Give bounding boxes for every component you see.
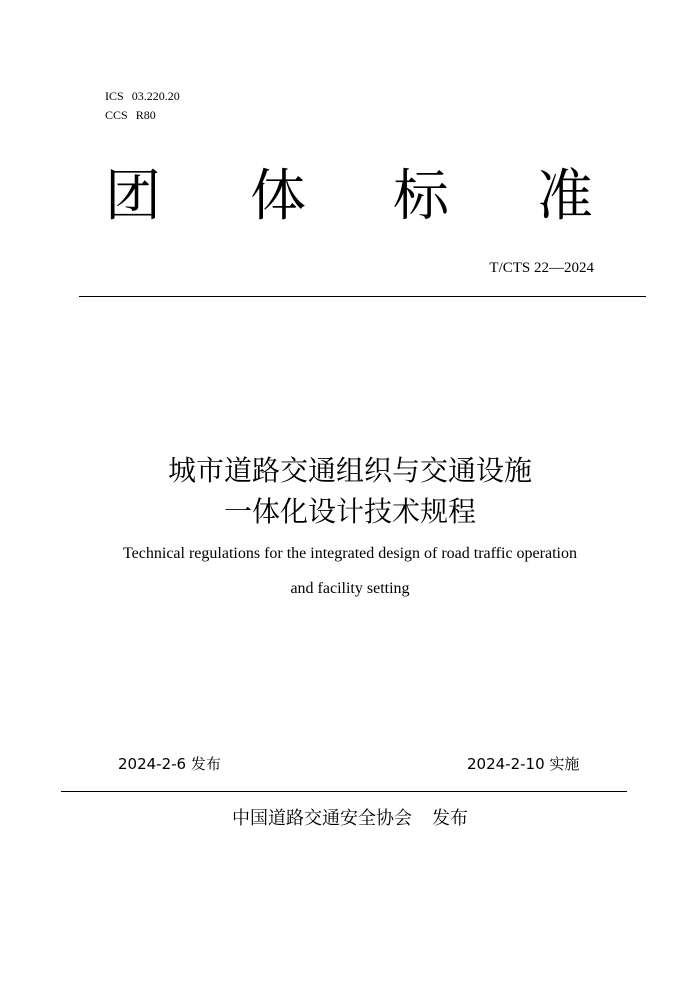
standard-number: T/CTS 22—2024 <box>489 260 594 276</box>
document-type-char-1: 团 <box>105 164 161 229</box>
top-divider <box>79 296 646 297</box>
title-en-line-2: and facility setting <box>290 580 410 597</box>
bottom-divider <box>61 791 627 792</box>
ccs-code: R80 <box>135 108 156 122</box>
document-type-char-4: 准 <box>537 164 593 229</box>
document-type-char-3: 标 <box>393 164 449 229</box>
publisher <box>0 806 700 832</box>
title-en-line-1: Technical regulations for the integrated design of road traffic operation <box>123 545 577 562</box>
issue-date: 2024-2-6 发布 <box>118 755 221 773</box>
ccs-line <box>105 106 180 125</box>
title-cn-line-2: 一体化设计技术规程 <box>223 495 476 528</box>
ics-code: 03.220.20 <box>131 89 180 103</box>
document-type-heading <box>105 162 600 232</box>
ics-label: ICS <box>105 89 124 103</box>
classification-codes <box>105 87 180 125</box>
implementation-date: 2024-2-10 实施 <box>467 755 580 773</box>
document-type-char-2: 体 <box>250 164 306 229</box>
ccs-label: CCS <box>105 108 128 122</box>
title-cn-line-1: 城市道路交通组织与交通设施 <box>167 454 532 487</box>
publisher-action: 发布 <box>432 808 468 829</box>
publisher-name: 中国道路交通安全协会 <box>232 808 412 829</box>
ics-line <box>105 87 180 106</box>
